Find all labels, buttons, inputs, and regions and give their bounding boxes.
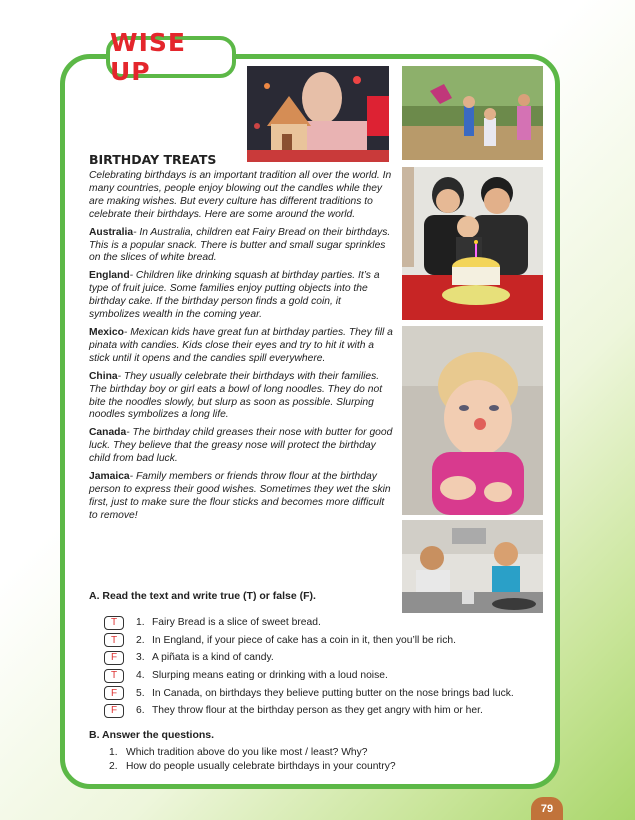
item-number: 3. <box>136 652 145 664</box>
country-name: Mexico <box>89 326 124 338</box>
item-text: They throw flour at the birthday person as they get angry with him or her. <box>152 705 483 717</box>
answer-box[interactable]: T <box>104 669 124 683</box>
paragraph-mexico <box>89 327 393 366</box>
question-item <box>109 746 396 760</box>
question-number: 2. <box>109 760 118 772</box>
exercise-a-heading: A. Read the text and write true (T) or false (F). <box>89 590 316 602</box>
country-name: Australia <box>89 226 134 238</box>
paragraph-text: - In Australia, children eat Fairy Bread on their birthdays. This is a popular snack. There is butter and small sugar sprinkles on the slices of white bread. <box>89 226 391 264</box>
article-title: BIRTHDAY TREATS <box>89 152 217 167</box>
item-number: 5. <box>136 687 145 699</box>
question-text: How do people usually celebrate birthdays in your country? <box>126 760 396 772</box>
country-name: Canada <box>89 427 127 439</box>
item-number: 2. <box>136 634 145 646</box>
paragraph-text: - Family members or friends throw flour at the birthday person to express their good wishes. Sometimes they wet the skin first, just to make sure the flour sticks and becomes more difficult to remove! <box>89 471 391 521</box>
pinata-party-photo <box>402 66 543 160</box>
country-name: England <box>89 270 130 282</box>
country-name: China <box>89 370 118 382</box>
paragraph-china <box>89 371 393 423</box>
paragraph-england <box>89 270 393 322</box>
answer-box[interactable]: T <box>104 633 124 647</box>
article-body <box>89 170 393 528</box>
item-text: In England, if your piece of cake has a coin in it, then you’ll be rich. <box>152 634 456 646</box>
answer-box[interactable]: F <box>104 704 124 718</box>
item-text: Slurping means eating or drinking with a loud noise. <box>152 670 388 682</box>
item-text: Fairy Bread is a slice of sweet bread. <box>152 617 321 629</box>
questions-list <box>109 746 396 773</box>
badge-label: WISE UP <box>110 28 186 86</box>
item-text: In Canada, on birthdays they believe putting butter on the nose brings bad luck. <box>152 687 514 699</box>
paragraph-australia <box>89 227 393 266</box>
tf-item <box>104 667 554 685</box>
question-number: 1. <box>109 747 118 758</box>
exercise-b-heading: B. Answer the questions. <box>89 729 215 741</box>
wise-up-badge <box>106 28 236 86</box>
paragraph-text: - The birthday child greases their nose with butter for good luck. They believe that the greasy nose will protect the birthday child from bad luck. <box>89 427 393 465</box>
answer-box[interactable]: T <box>104 616 124 630</box>
butter-nose-child-photo <box>402 326 543 515</box>
item-text: A piñata is a kind of candy. <box>152 652 274 664</box>
item-number: 1. <box>136 617 145 629</box>
question-item <box>109 760 396 774</box>
tf-item <box>104 702 554 720</box>
paragraph-canada <box>89 427 393 466</box>
gingerbread-house-photo <box>247 66 389 162</box>
family-noodles-photo <box>402 167 543 320</box>
item-number: 4. <box>136 670 145 682</box>
flour-kitchen-photo <box>402 520 543 613</box>
country-name: Jamaica <box>89 471 130 483</box>
page-number: 79 <box>531 797 563 820</box>
paragraph-text: - They usually celebrate their birthdays with their families. The birthday boy or girl eats a bowl of long noodles. They do not bite the noodles slowly, but slurp as soon as possible. Slurping noodles symbolizes a long life. <box>89 370 383 421</box>
paragraph-text: - Children like drinking squash at birthday parties. It’s a type of fruit juice. Some families enjoy putting objects into the birthday cake. If the birthday person finds a gold coin, it symbolizes wealth in the coming year. <box>89 270 380 321</box>
answer-box[interactable]: F <box>104 686 124 700</box>
paragraph-text: - Mexican kids have great fun at birthday parties. They fill a pinata with candies. Kids close their eyes and try to hit it with a stick until it opens and the candies spill everywhere. <box>89 326 393 364</box>
tf-item <box>104 614 554 632</box>
article-intro: Celebrating birthdays is an important tradition all over the world. In many countries, people enjoy blowing out the candles while they are making wishes. But every culture has different traditions to celebrate their birthdays. Here are some around the world. <box>89 170 392 220</box>
true-false-list <box>104 614 554 720</box>
tf-item <box>104 649 554 667</box>
paragraph-jamaica <box>89 471 393 523</box>
tf-item <box>104 684 554 702</box>
item-number: 6. <box>136 705 145 717</box>
question-text: Which tradition above do you like most / least? Why? <box>126 747 368 758</box>
answer-box[interactable]: F <box>104 651 124 665</box>
tf-item <box>104 632 554 650</box>
